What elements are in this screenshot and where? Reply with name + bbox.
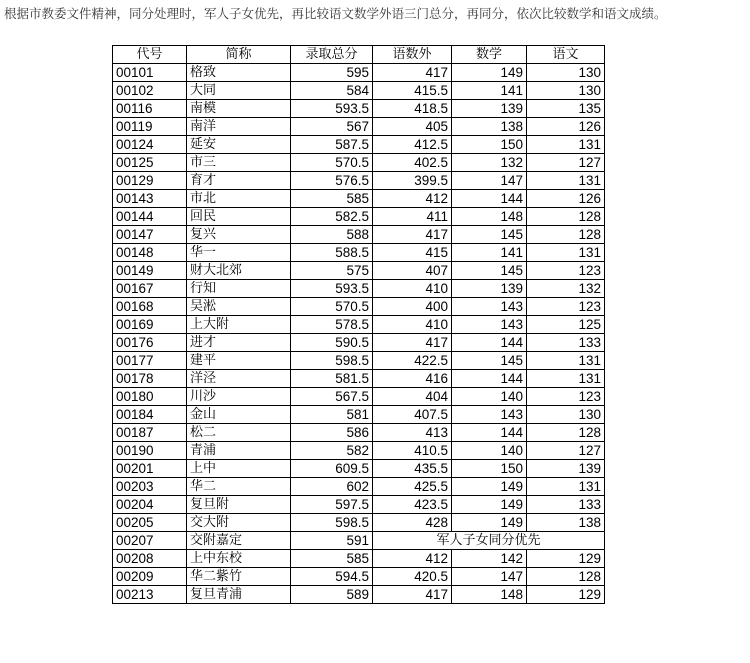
cell-chinese-math-english: 407.5 — [373, 406, 452, 424]
cell-name: 交大附 — [187, 514, 291, 532]
table-row — [113, 334, 605, 352]
cell-name: 南模 — [187, 100, 291, 118]
table-header — [113, 46, 605, 64]
cell-chinese: 123 — [527, 298, 605, 316]
cell-chinese: 128 — [527, 226, 605, 244]
cell-chinese-math-english: 425.5 — [373, 478, 452, 496]
cell-math: 140 — [452, 388, 527, 406]
cell-name: 延安 — [187, 136, 291, 154]
cell-math: 132 — [452, 154, 527, 172]
cell-math: 144 — [452, 370, 527, 388]
cell-name: 上中 — [187, 460, 291, 478]
header-chinese: 语文 — [527, 46, 605, 64]
cell-total: 593.5 — [291, 100, 373, 118]
cell-chinese-math-english: 411 — [373, 208, 452, 226]
cell-total: 581 — [291, 406, 373, 424]
cell-chinese-math-english: 402.5 — [373, 154, 452, 172]
cell-total: 585 — [291, 550, 373, 568]
cell-chinese-math-english: 412 — [373, 550, 452, 568]
cell-name: 行知 — [187, 280, 291, 298]
cell-math: 145 — [452, 262, 527, 280]
table-body — [113, 64, 605, 604]
cell-total: 590.5 — [291, 334, 373, 352]
cell-chinese-math-english: 422.5 — [373, 352, 452, 370]
cell-total: 589 — [291, 586, 373, 604]
cell-chinese: 130 — [527, 406, 605, 424]
cell-code: 00147 — [113, 226, 187, 244]
cell-code: 00205 — [113, 514, 187, 532]
table-row — [113, 64, 605, 82]
table-row — [113, 136, 605, 154]
cell-chinese: 132 — [527, 280, 605, 298]
cell-math: 150 — [452, 460, 527, 478]
cell-math: 149 — [452, 64, 527, 82]
table-row — [113, 550, 605, 568]
cell-math: 143 — [452, 298, 527, 316]
table-row — [113, 298, 605, 316]
admission-scores-table — [112, 45, 605, 604]
cell-chinese: 135 — [527, 100, 605, 118]
cell-chinese-math-english: 416 — [373, 370, 452, 388]
cell-total: 597.5 — [291, 496, 373, 514]
header-math: 数学 — [452, 46, 527, 64]
cell-chinese: 125 — [527, 316, 605, 334]
cell-chinese: 133 — [527, 496, 605, 514]
cell-chinese-math-english: 415.5 — [373, 82, 452, 100]
cell-total: 578.5 — [291, 316, 373, 334]
cell-merged-note: 军人子女同分优先 — [373, 532, 605, 550]
table-row — [113, 514, 605, 532]
cell-total: 598.5 — [291, 514, 373, 532]
cell-math: 143 — [452, 406, 527, 424]
cell-total: 602 — [291, 478, 373, 496]
table-row — [113, 82, 605, 100]
cell-code: 00203 — [113, 478, 187, 496]
table-row — [113, 118, 605, 136]
cell-name: 华一 — [187, 244, 291, 262]
header-name: 简称 — [187, 46, 291, 64]
cell-total: 570.5 — [291, 298, 373, 316]
cell-total: 593.5 — [291, 280, 373, 298]
cell-code: 00119 — [113, 118, 187, 136]
cell-total: 598.5 — [291, 352, 373, 370]
cell-name: 市三 — [187, 154, 291, 172]
cell-name: 华二紫竹 — [187, 568, 291, 586]
cell-math: 148 — [452, 586, 527, 604]
cell-math: 141 — [452, 244, 527, 262]
cell-chinese-math-english: 410 — [373, 316, 452, 334]
cell-chinese-math-english: 412.5 — [373, 136, 452, 154]
table-row — [113, 316, 605, 334]
cell-math: 147 — [452, 568, 527, 586]
cell-name: 上中东校 — [187, 550, 291, 568]
header-row — [113, 46, 605, 64]
cell-code: 00201 — [113, 460, 187, 478]
cell-chinese: 129 — [527, 586, 605, 604]
cell-code: 00184 — [113, 406, 187, 424]
cell-total: 588 — [291, 226, 373, 244]
cell-chinese: 123 — [527, 262, 605, 280]
cell-code: 00124 — [113, 136, 187, 154]
cell-chinese: 138 — [527, 514, 605, 532]
cell-name: 南洋 — [187, 118, 291, 136]
cell-name: 金山 — [187, 406, 291, 424]
cell-math: 139 — [452, 280, 527, 298]
cell-chinese: 128 — [527, 208, 605, 226]
cell-code: 00129 — [113, 172, 187, 190]
cell-code: 00149 — [113, 262, 187, 280]
cell-math: 140 — [452, 442, 527, 460]
cell-name: 大同 — [187, 82, 291, 100]
header-total: 录取总分 — [291, 46, 373, 64]
header-code: 代号 — [113, 46, 187, 64]
cell-code: 00167 — [113, 280, 187, 298]
cell-name: 吴淞 — [187, 298, 291, 316]
cell-chinese-math-english: 412 — [373, 190, 452, 208]
cell-total: 576.5 — [291, 172, 373, 190]
cell-math: 144 — [452, 334, 527, 352]
cell-name: 市北 — [187, 190, 291, 208]
admission-rule-note: 根据市教委文件精神，同分处理时，军人子女优先，再比较语文数学外语三门总分，再同分，依次比较数学和语文成绩。 — [4, 6, 667, 21]
cell-chinese: 126 — [527, 190, 605, 208]
cell-name: 交附嘉定 — [187, 532, 291, 550]
table-row — [113, 568, 605, 586]
cell-code: 00169 — [113, 316, 187, 334]
cell-name: 回民 — [187, 208, 291, 226]
cell-chinese-math-english: 420.5 — [373, 568, 452, 586]
cell-chinese: 131 — [527, 172, 605, 190]
cell-name: 格致 — [187, 64, 291, 82]
table-row — [113, 442, 605, 460]
header-chinese-math-english: 语数外 — [373, 46, 452, 64]
cell-chinese-math-english: 417 — [373, 586, 452, 604]
cell-code: 00208 — [113, 550, 187, 568]
cell-total: 595 — [291, 64, 373, 82]
cell-chinese: 131 — [527, 370, 605, 388]
cell-math: 149 — [452, 496, 527, 514]
cell-chinese: 130 — [527, 64, 605, 82]
cell-chinese: 123 — [527, 388, 605, 406]
cell-chinese-math-english: 413 — [373, 424, 452, 442]
cell-chinese-math-english: 417 — [373, 64, 452, 82]
cell-chinese: 128 — [527, 568, 605, 586]
cell-chinese: 127 — [527, 154, 605, 172]
cell-name: 青浦 — [187, 442, 291, 460]
cell-chinese-math-english: 428 — [373, 514, 452, 532]
cell-chinese: 126 — [527, 118, 605, 136]
cell-chinese-math-english: 410.5 — [373, 442, 452, 460]
cell-name: 复旦青浦 — [187, 586, 291, 604]
cell-math: 145 — [452, 226, 527, 244]
cell-total: 609.5 — [291, 460, 373, 478]
cell-chinese-math-english: 404 — [373, 388, 452, 406]
cell-chinese-math-english: 435.5 — [373, 460, 452, 478]
cell-code: 00177 — [113, 352, 187, 370]
cell-total: 570.5 — [291, 154, 373, 172]
cell-name: 复兴 — [187, 226, 291, 244]
cell-total: 584 — [291, 82, 373, 100]
cell-math: 149 — [452, 478, 527, 496]
cell-chinese: 131 — [527, 478, 605, 496]
cell-math: 147 — [452, 172, 527, 190]
table-row — [113, 388, 605, 406]
cell-code: 00144 — [113, 208, 187, 226]
cell-chinese-math-english: 423.5 — [373, 496, 452, 514]
cell-total: 585 — [291, 190, 373, 208]
cell-total: 582 — [291, 442, 373, 460]
cell-code: 00101 — [113, 64, 187, 82]
cell-code: 00180 — [113, 388, 187, 406]
table-row — [113, 172, 605, 190]
table-row — [113, 478, 605, 496]
cell-name: 松二 — [187, 424, 291, 442]
cell-name: 上大附 — [187, 316, 291, 334]
table-row — [113, 100, 605, 118]
cell-total: 582.5 — [291, 208, 373, 226]
cell-name: 洋泾 — [187, 370, 291, 388]
cell-total: 581.5 — [291, 370, 373, 388]
cell-total: 591 — [291, 532, 373, 550]
cell-math: 148 — [452, 208, 527, 226]
cell-code: 00207 — [113, 532, 187, 550]
cell-chinese: 133 — [527, 334, 605, 352]
table-row — [113, 262, 605, 280]
cell-name: 华二 — [187, 478, 291, 496]
cell-code: 00187 — [113, 424, 187, 442]
cell-total: 594.5 — [291, 568, 373, 586]
cell-code: 00190 — [113, 442, 187, 460]
cell-total: 575 — [291, 262, 373, 280]
cell-code: 00209 — [113, 568, 187, 586]
table-row — [113, 280, 605, 298]
cell-code: 00102 — [113, 82, 187, 100]
cell-total: 567.5 — [291, 388, 373, 406]
cell-math: 138 — [452, 118, 527, 136]
cell-chinese: 130 — [527, 82, 605, 100]
cell-math: 141 — [452, 82, 527, 100]
cell-chinese-math-english: 415 — [373, 244, 452, 262]
cell-name: 财大北郊 — [187, 262, 291, 280]
table-row — [113, 190, 605, 208]
cell-chinese: 128 — [527, 424, 605, 442]
cell-chinese: 131 — [527, 244, 605, 262]
cell-math: 142 — [452, 550, 527, 568]
cell-name: 进才 — [187, 334, 291, 352]
cell-chinese-math-english: 407 — [373, 262, 452, 280]
cell-total: 586 — [291, 424, 373, 442]
table-row — [113, 352, 605, 370]
cell-code: 00143 — [113, 190, 187, 208]
cell-name: 育才 — [187, 172, 291, 190]
table-row — [113, 226, 605, 244]
cell-chinese: 131 — [527, 136, 605, 154]
cell-chinese: 131 — [527, 352, 605, 370]
cell-chinese-math-english: 417 — [373, 334, 452, 352]
cell-math: 149 — [452, 514, 527, 532]
table-row — [113, 406, 605, 424]
cell-chinese-math-english: 400 — [373, 298, 452, 316]
cell-chinese-math-english: 399.5 — [373, 172, 452, 190]
cell-math: 139 — [452, 100, 527, 118]
cell-chinese-math-english: 418.5 — [373, 100, 452, 118]
table-row — [113, 424, 605, 442]
cell-math: 144 — [452, 424, 527, 442]
cell-total: 567 — [291, 118, 373, 136]
cell-math: 145 — [452, 352, 527, 370]
cell-total: 588.5 — [291, 244, 373, 262]
cell-chinese: 129 — [527, 550, 605, 568]
cell-code: 00168 — [113, 298, 187, 316]
table-row — [113, 460, 605, 478]
cell-chinese: 127 — [527, 442, 605, 460]
table-row — [113, 244, 605, 262]
cell-code: 00176 — [113, 334, 187, 352]
table-row — [113, 370, 605, 388]
cell-code: 00178 — [113, 370, 187, 388]
cell-name: 川沙 — [187, 388, 291, 406]
table-row — [113, 586, 605, 604]
cell-chinese: 139 — [527, 460, 605, 478]
cell-code: 00213 — [113, 586, 187, 604]
table-row — [113, 154, 605, 172]
table-row — [113, 532, 605, 550]
table-row — [113, 208, 605, 226]
cell-chinese-math-english: 417 — [373, 226, 452, 244]
cell-name: 复旦附 — [187, 496, 291, 514]
cell-code: 00116 — [113, 100, 187, 118]
cell-code: 00125 — [113, 154, 187, 172]
cell-code: 00204 — [113, 496, 187, 514]
cell-math: 143 — [452, 316, 527, 334]
cell-name: 建平 — [187, 352, 291, 370]
table-row — [113, 496, 605, 514]
cell-chinese-math-english: 405 — [373, 118, 452, 136]
cell-total: 587.5 — [291, 136, 373, 154]
cell-code: 00148 — [113, 244, 187, 262]
cell-math: 144 — [452, 190, 527, 208]
cell-math: 150 — [452, 136, 527, 154]
cell-chinese-math-english: 410 — [373, 280, 452, 298]
